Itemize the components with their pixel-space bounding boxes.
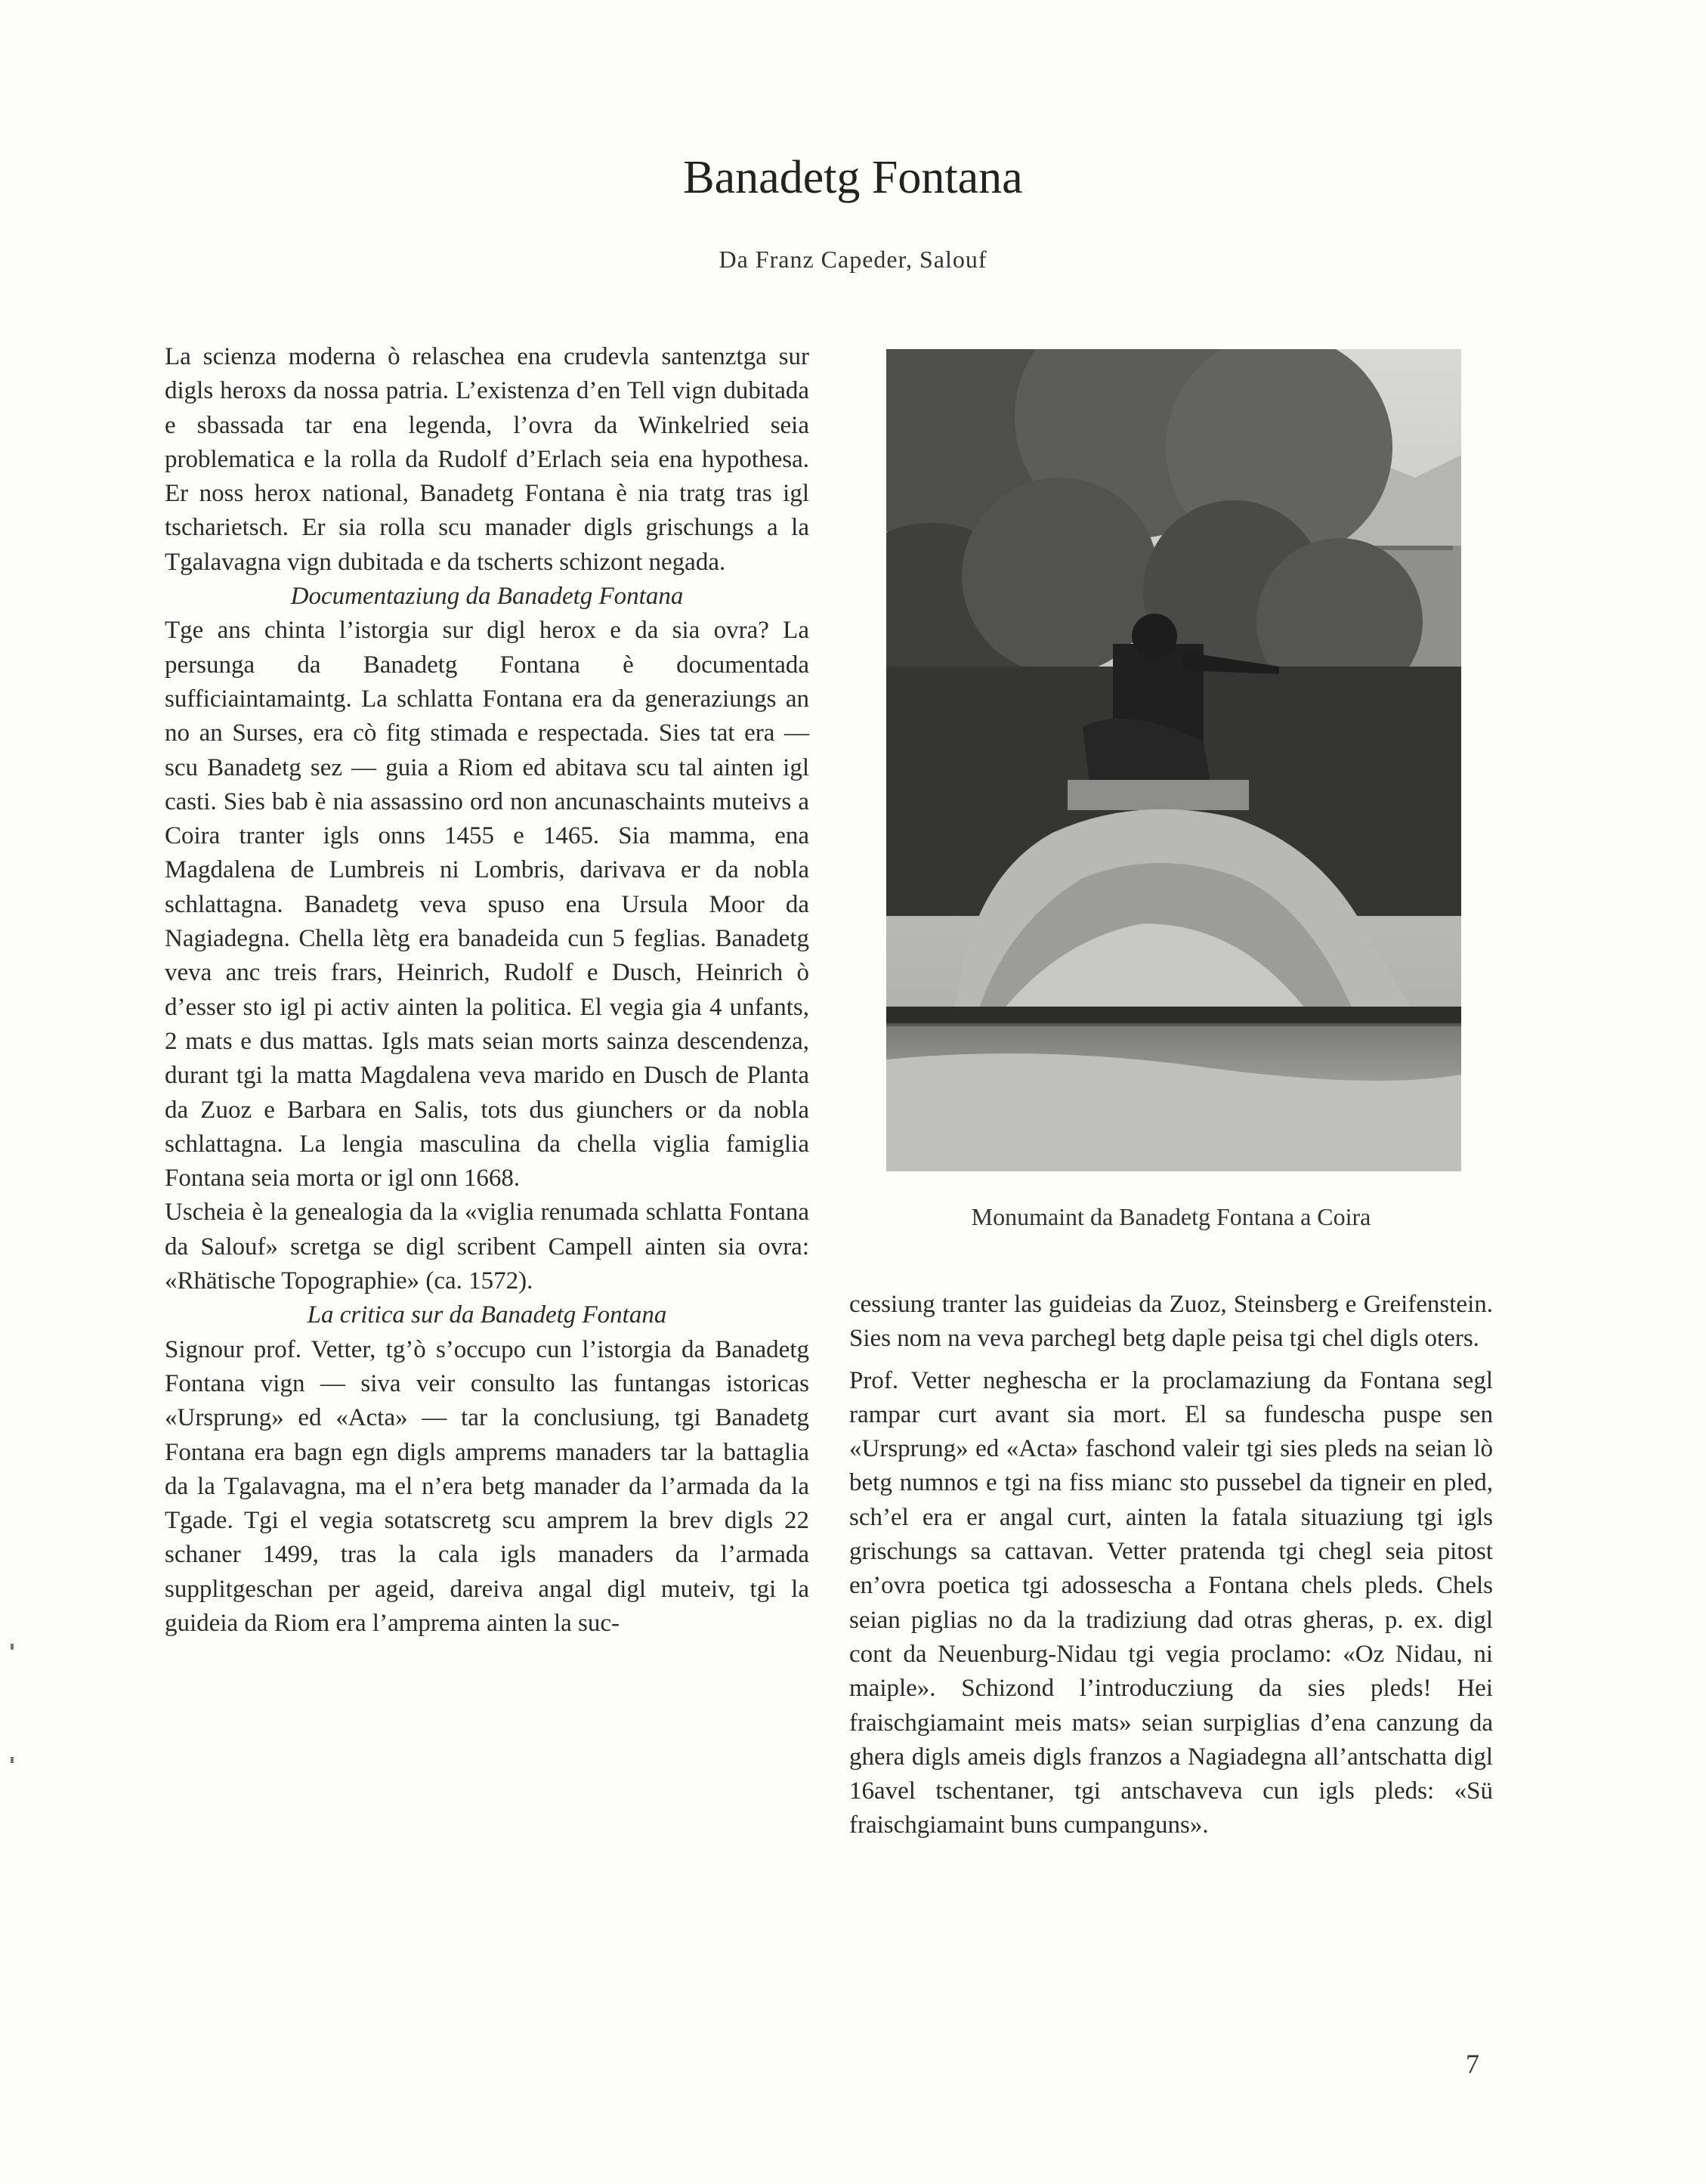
paragraph: Signour prof. Vetter, tg’ò s’occupo cun l’istorgia da Banadetg Fontana vign — siva veir consulto las funtangas istoricas «Ursprung» ed «Acta» — tar la conclusiung, tgi Banadetg Fontana era bagn egn digls amprems manaders tar la battaglia da la Tgalavagna, ma el n’era betg manader da l’armada da la Tgade. Tgi el vegia sotatscretg scu amprem la brev digls 22 schaner 1499, tras la cala igls manaders da l’armada supplitgeschan per ageid, dareiva angal digl muteiv, tgi la guideia da Riom era l’amprema ainten la suc- [165,1335,809,1637]
page-number: 7 [1466,2049,1479,2079]
paragraph: La scienza moderna ò relaschea ena crudevla santenztga sur digls heroxs da nossa patria. L’existenza d’en Tell vign dubitada e sbassada tar ena legenda, l’ovra da Winkelried seia problematica e la rolla da Rudolf d’Erlach seia ena hypothesa. Er noss herox national, Banadetg Fontana è nia tratg tras igl tscharietsch. Er sia rolla scu manader digls grischungs a la Tgalavagna vign dubitada e da tscherts schizont negada. [165,343,809,576]
author-line: Da Franz Capeder, Salouf [719,246,987,273]
right-column [849,1288,1493,1843]
left-column [165,340,809,1641]
section-heading: La critica sur da Banadetg Fontana [307,1301,667,1329]
article-title: Banadetg Fontana [683,152,1023,203]
paragraph: cessiung tranter las guideias da Zuoz, Steinsberg e Greifenstein. Sies nom na veva parchegl betg daple peisa tgi chel digls oters. [849,1291,1493,1353]
photo-caption: Monumaint da Banadetg Fontana a Coira [971,1203,1371,1230]
paragraph: Prof. Vetter neghescha er la proclamaziung da Fontana segl rampar curt avant sia mort. El sa fundescha puspe sen «Ursprung» ed «Acta» faschond valeir tgi sies pleds na seian lò betg numnos e tgi na fiss mianc sto pussebel da tigneir en pled, sch’el era er angal curt, ainten la fatala situaziung tgi igls grischungs sa cattavan. Vetter pratenda tgi chegl seia pitost en’ovra poetica tgi adossescha a Fontana chels pleds. Chels seian piglias no da la tradiziung dad otras gheras, p. ex. digl cont da Neuenburg-Nidau tgi vegia proclamo: «Oz Nidau, ni maiple». Schizond l’introducziung da sies pleds! Hei fraischgiamaint meis mats» seian surpiglias d’ena canzung da ghera digls ameis digls franzos a Nagiadegna all’antschatta digl 16avel tschentaner, tgi antschaveva cun igls pleds: «Sü fraischgiamaint buns cumpanguns». [849,1366,1493,1839]
monument-photo [886,349,1461,1171]
paragraph: Uscheia è la genealogia da la «viglia renumada schlatta Fontana da Salouf» scretga se digl scribent Campell ainten sia ovra: «Rhätische Topographie» (ca. 1572). [165,1199,809,1295]
section-heading: Documentaziung da Banadetg Fontana [290,583,684,611]
paragraph: Tge ans chinta l’istorgia sur digl herox e da sia ovra? La persunga da Banadetg Fontana è documentada sufficiaintamaintg. La schlatta Fontana era da generaziungs an no an Surses, era cò fitg stimada e respectada. Sies tat era — scu Banadetg sez — guia a Riom ed abitava scu tal ainten igl casti. Sies bab è nia assassino ord non ancunaschaints muteivs a Coira tranter igls onns 1455 e 1465. Sia mamma, ena Magdalena de Lumbreis ni Lombris, darivava er da nobla schlattagna. Banadetg veva spuso ena Ursula Moor da Nagiadegna. Chella lètg era banadeida cun 5 feglias. Banadetg veva anc treis frars, Heinrich, Rudolf e Dusch, Heinrich ò d’esser sto igl pi activ ainten la politica. El vegia gia 4 unfants, 2 mats e dus mattas. Igls mats seian morts sainza descendenza, durant tgi la matta Magdalena veva marido en Dusch de Planta da Zuoz e Barbara en Salis, tots dus giunchers or da nobla schlattagna. La lengia masculina da chella viglia famiglia Fontana seia morta or igl onn 1668. [165,617,809,1193]
scan-mark [11,1757,14,1763]
scan-mark [11,1644,14,1650]
